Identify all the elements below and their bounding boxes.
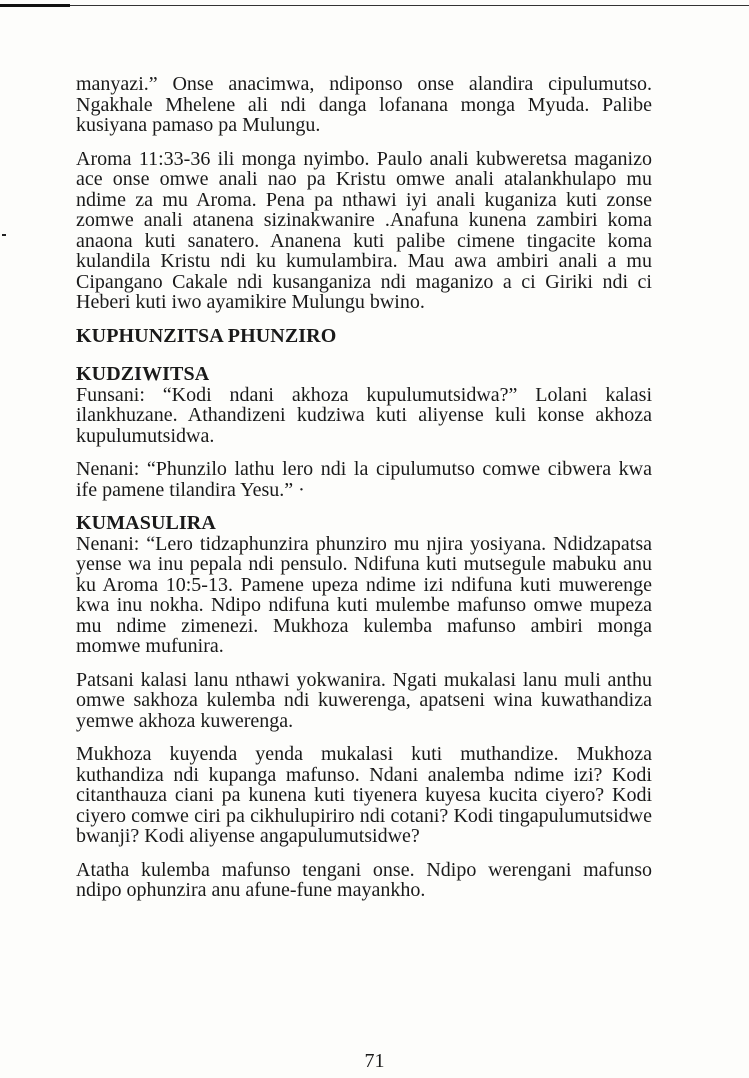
top-rule-thick [0,4,70,7]
subheading-kumasulira: KUMASULIRA [76,512,216,534]
margin-mark [2,234,6,236]
paragraph-atatha: Atatha kulemba mafunso tengani onse. Ndipo werengani mafunso ndipo ophunzira anu afune-fune mayankho. [76,858,652,901]
page-number: 71 [364,1050,385,1072]
section-heading-kuphunzitsa: KUPHUNZITSA PHUNZIRO [76,324,337,347]
paragraph-patsani: Patsani kalasi lanu nthawi yokwanira. Ngati mukalasi lanu muli anthu omwe sakhoza kulemba ndi kuwerenga, apatseni wina kuwathandiza yemwe akhoza kuwerenga. [76,668,652,732]
paragraph-aroma: Aroma 11:33-36 ili monga nyimbo. Paulo anali kubweretsa maganizo ace onse omwe anali nao pa Kristu omwe anali atalankhulapo mu ndime za mu Aroma. Pena pa nthawi iyi anali kuganiza kuti zonse zomwe anali atanena sizinakwanire .Anafuna kunena zambiri koma anaona kuti sanatero. Ananena kuti palibe cimene tingacite koma kulandila Kristu ndi ku kumulambira. Mau awa ambiri anali a mu Cipangano Cakale ndi kusanganiza ndi maganizo a ci Giriki ndi ci Heberi kuti iwo ayamikire Mulungu bwino. [76,147,652,313]
subheading-kudziwitsa: KUDZIWITSA [76,363,210,385]
paragraph-nenani-lero: Nenani: “Lero tidzaphunzira phunziro mu njira yosiyana. Ndidzapatsa yense wa inu pepala ndi pensulo. Ndifuna kuti mutsegule mabuku anu ku Aroma 10:5-13. Pamene upeza ndime izi ndifuna kuti muwerenge kwa inu nokha. Ndipo ndifuna kuti mulembe mafunso omwe mupeza mu ndime zimenezi. Mukhoza kulemba mafunso ambiri monga momwe mufunira. [76,532,652,657]
top-edge-rule [0,4,749,7]
page-body [76,74,652,914]
paragraph-nenani-phunzilo: Nenani: “Phunzilo lathu lero ndi la cipulumutso comwe cibwera kwa ife pamene tilandira Yesu.” · [76,458,652,501]
paragraph-cipulumutso: manyazi.” Onse anacimwa, ndiponso onse alandira cipulumutso. Ngakhale Mhelene ali ndi danga lofanana monga Myuda. Palibe kusiyana pamaso pa Mulungu. [76,73,652,136]
top-rule-thin [70,5,749,6]
paragraph-funsani: Funsani: “Kodi ndani akhoza kupulumutsidwa?” Lolani kalasi ilankhuzane. Athandizeni kudziwa kuti aliyense kuli konse akhoza kupulumutsidwa. [76,383,652,447]
paragraph-mukhoza: Mukhoza kuyenda yenda mukalasi kuti muthandize. Mukhoza kuthandiza ndi kupanga mafunso. Ndani analemba ndime izi? Kodi citanthauza ciani pa kunena kuti tiyenera kuyesa kucita ciyero? Kodi ciyero comwe ciri pa cikhulupiriro ndi cotani? Kodi tingapulumutsidwe bwanji? Kodi aliyense angapulumutsidwe? [76,743,652,847]
